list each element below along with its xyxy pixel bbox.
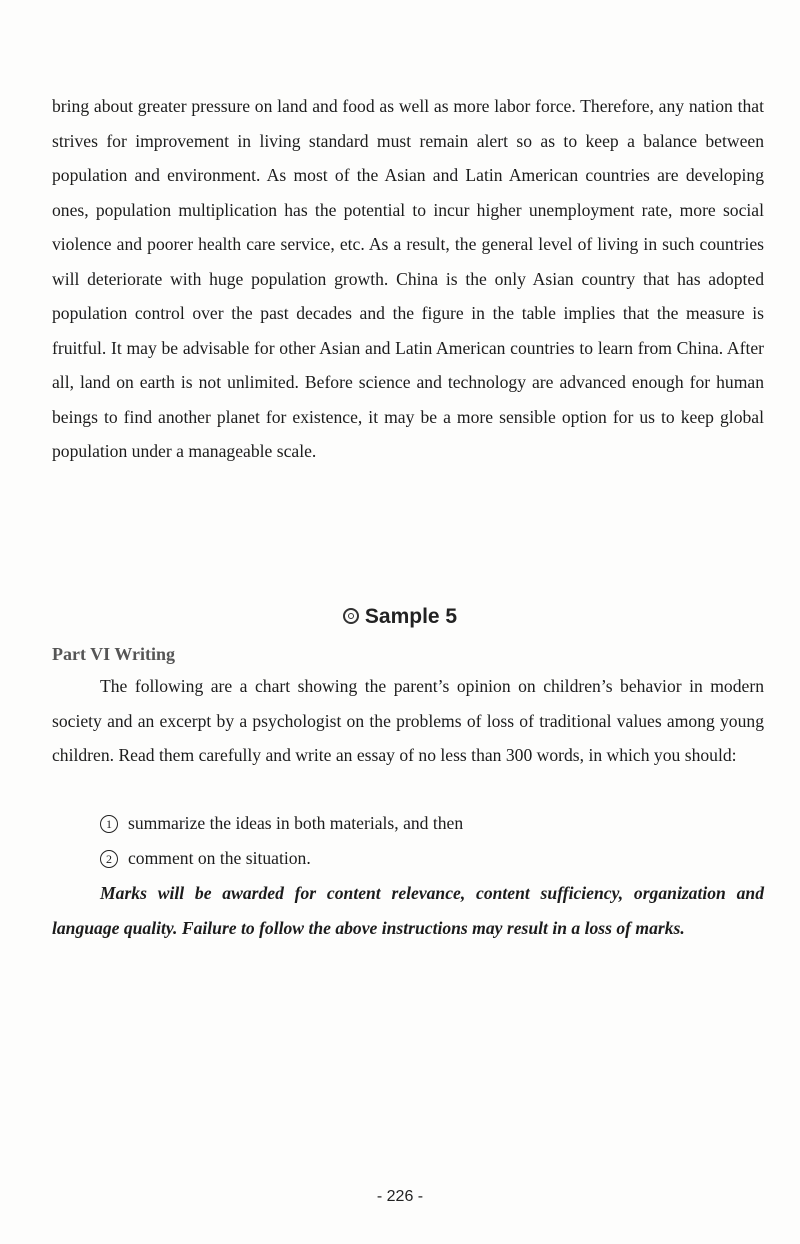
instruction-item <box>100 841 311 875</box>
instruction-item-text: comment on the situation. <box>128 848 311 868</box>
sample-heading <box>0 600 800 634</box>
circled-number-marker: 2 <box>100 850 118 868</box>
instruction-item-text: summarize the ideas in both materials, and then <box>128 813 464 833</box>
part-title: Part VI Writing <box>52 644 176 664</box>
page-number: - 226 - <box>376 1188 424 1205</box>
writing-prompt: The following are a chart showing the parent’s opinion on children’s behavior in modern society and an excerpt by a psychologist on the problems of loss of traditional values among young children. Read them carefully and write an essay of no less than 300 words, in which you should: <box>52 676 764 765</box>
body-paragraph: bring about greater pressure on land and food as well as more labor force. Therefore, any nation that strives for improvement in living standard must remain alert so as to keep a balance between population and environment. As most of the Asian and Latin American countries are developing ones, population multiplication has the potential to incur higher unemployment rate, more social violence and poorer health care service, etc. As a result, the general level of living in such countries will deteriorate with huge population growth. China is the only Asian country that has adopted population control over the past decades and the figure in the table implies that the measure is fruitful. It may be advisable for other Asian and Latin American countries to learn from China. After all, land on earth is not unlimited. Before science and technology are advanced enough for human beings to find another planet for existence, it may be a more sensible option for us to keep global population under a manageable scale. <box>52 96 764 461</box>
circled-number-marker: 1 <box>100 815 118 833</box>
double-circle-icon <box>343 608 359 624</box>
instruction-item <box>100 806 463 840</box>
sample-heading-text: Sample 5 <box>364 605 458 628</box>
marking-instructions: Marks will be awarded for content relevance, content sufficiency, organization and language quality. Failure to follow the above instructions may result in a loss of marks. <box>52 883 764 938</box>
